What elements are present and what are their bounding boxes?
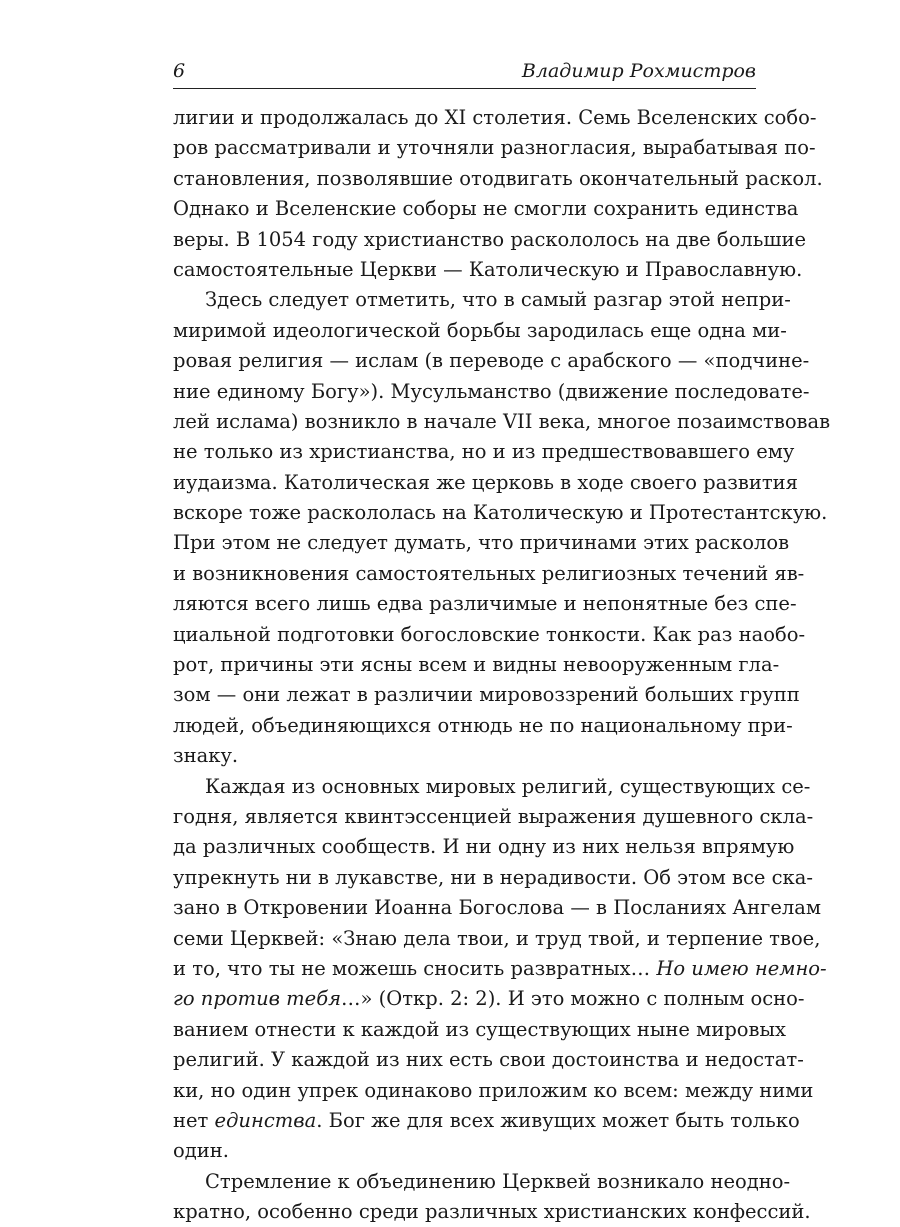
italic-text-run: Но имею немно-	[656, 956, 827, 980]
text-line: циальной подготовки богословские тонкости. Как раз наобо-	[173, 622, 806, 646]
text-line: Стремление к объединению Церквей возникало неодно-	[205, 1169, 791, 1193]
text-line: самостоятельные Церкви — Католическую и Православную.	[173, 257, 803, 281]
text-line: Однако и Вселенские соборы не смогли сохранить единства	[173, 197, 799, 221]
text-line: рот, причины эти ясны всем и видны невооруженным гла-	[173, 653, 780, 677]
running-header	[173, 58, 756, 84]
text-line: вскоре тоже раскололась на Католическую и Протестантскую.	[173, 501, 828, 525]
text-line: семи Церквей: «Знаю дела твои, и труд твой, и терпение твое,	[173, 926, 821, 950]
text-line: ров рассматривали и уточняли разногласия, вырабатывая по-	[173, 136, 816, 160]
text-line: годня, является квинтэссенцией выражения душевного скла-	[173, 804, 814, 828]
text-line: упрекнуть ни в лукавстве, ни в нерадивости. Об этом все ска-	[173, 865, 813, 889]
text-line: один.	[173, 1139, 229, 1163]
paragraph-4	[173, 1167, 811, 1227]
text-line: религий. У каждой из них есть свои достоинства и недостат-	[173, 1048, 804, 1072]
text-run: и то, что ты не можешь сносить развратных…	[173, 956, 657, 980]
text-run: нет	[173, 1108, 215, 1132]
text-line: При этом не следует думать, что причинами этих расколов	[173, 531, 790, 555]
text-line-mixed	[173, 954, 827, 984]
text-line: да различных сообществ. И ни одну из них нельзя впрямую	[173, 835, 795, 859]
text-line: кратно, особенно среди различных христианских конфессий.	[173, 1200, 811, 1224]
text-run: …» (Откр. 2: 2). И это можно с полным осно-	[341, 987, 805, 1011]
text-line-mixed	[173, 984, 805, 1014]
text-line: людей, объединяющихся отнюдь не по национальному при-	[173, 713, 793, 737]
paragraph-1	[173, 103, 823, 285]
text-line: веры. В 1054 году христианство раскололось на две большие	[173, 227, 806, 251]
paragraph-2	[173, 285, 831, 771]
italic-text-run: единства	[214, 1108, 317, 1132]
text-line: Каждая из основных мировых религий, существующих се-	[205, 774, 811, 798]
text-line: зано в Откровении Иоанна Богослова — в Посланиях Ангелам	[173, 896, 822, 920]
text-line: зом — они лежат в различии мировоззрений больших групп	[173, 683, 800, 707]
text-line: Здесь следует отметить, что в самый разгар этой непри-	[205, 288, 791, 312]
text-line: лигии и продолжалась до XI столетия. Семь Вселенских собо-	[173, 106, 817, 129]
text-run: . Бог же для всех живущих может быть только	[316, 1108, 800, 1132]
text-line: знаку.	[173, 744, 239, 768]
text-line: ровая религия — ислам (в переводе с арабского — «подчине-	[173, 349, 810, 373]
italic-text-run: го против тебя	[173, 987, 342, 1011]
text-line: миримой идеологической борьбы зародилась еще одна ми-	[173, 318, 787, 342]
text-line: не только из христианства, но и из предшествовавшего ему	[173, 440, 795, 464]
running-header-author: Владимир Рохмистров	[521, 60, 756, 82]
text-line: ляются всего лишь едва различимые и непонятные без спе-	[173, 592, 797, 616]
text-line: становления, позволявшие отодвигать окончательный раскол.	[173, 166, 823, 190]
text-line: иудаизма. Католическая же церковь в ходе своего развития	[173, 470, 798, 494]
header-rule	[173, 88, 756, 89]
text-line: ки, но один упрек одинаково приложим ко всем: между ними	[173, 1078, 814, 1102]
body-text	[173, 103, 831, 1227]
text-line-mixed	[173, 1106, 800, 1136]
text-line: ние единому Богу»). Мусульманство (движение последовате-	[173, 379, 810, 403]
paragraph-3	[173, 772, 827, 1167]
text-line: лей ислама) возникло в начале VII века, многое позаимствовав	[173, 409, 831, 433]
page-number: 6	[173, 60, 186, 82]
text-line: ванием отнести к каждой из существующих ныне мировых	[173, 1017, 787, 1041]
text-line: и возникновения самостоятельных религиозных течений яв-	[173, 561, 805, 585]
